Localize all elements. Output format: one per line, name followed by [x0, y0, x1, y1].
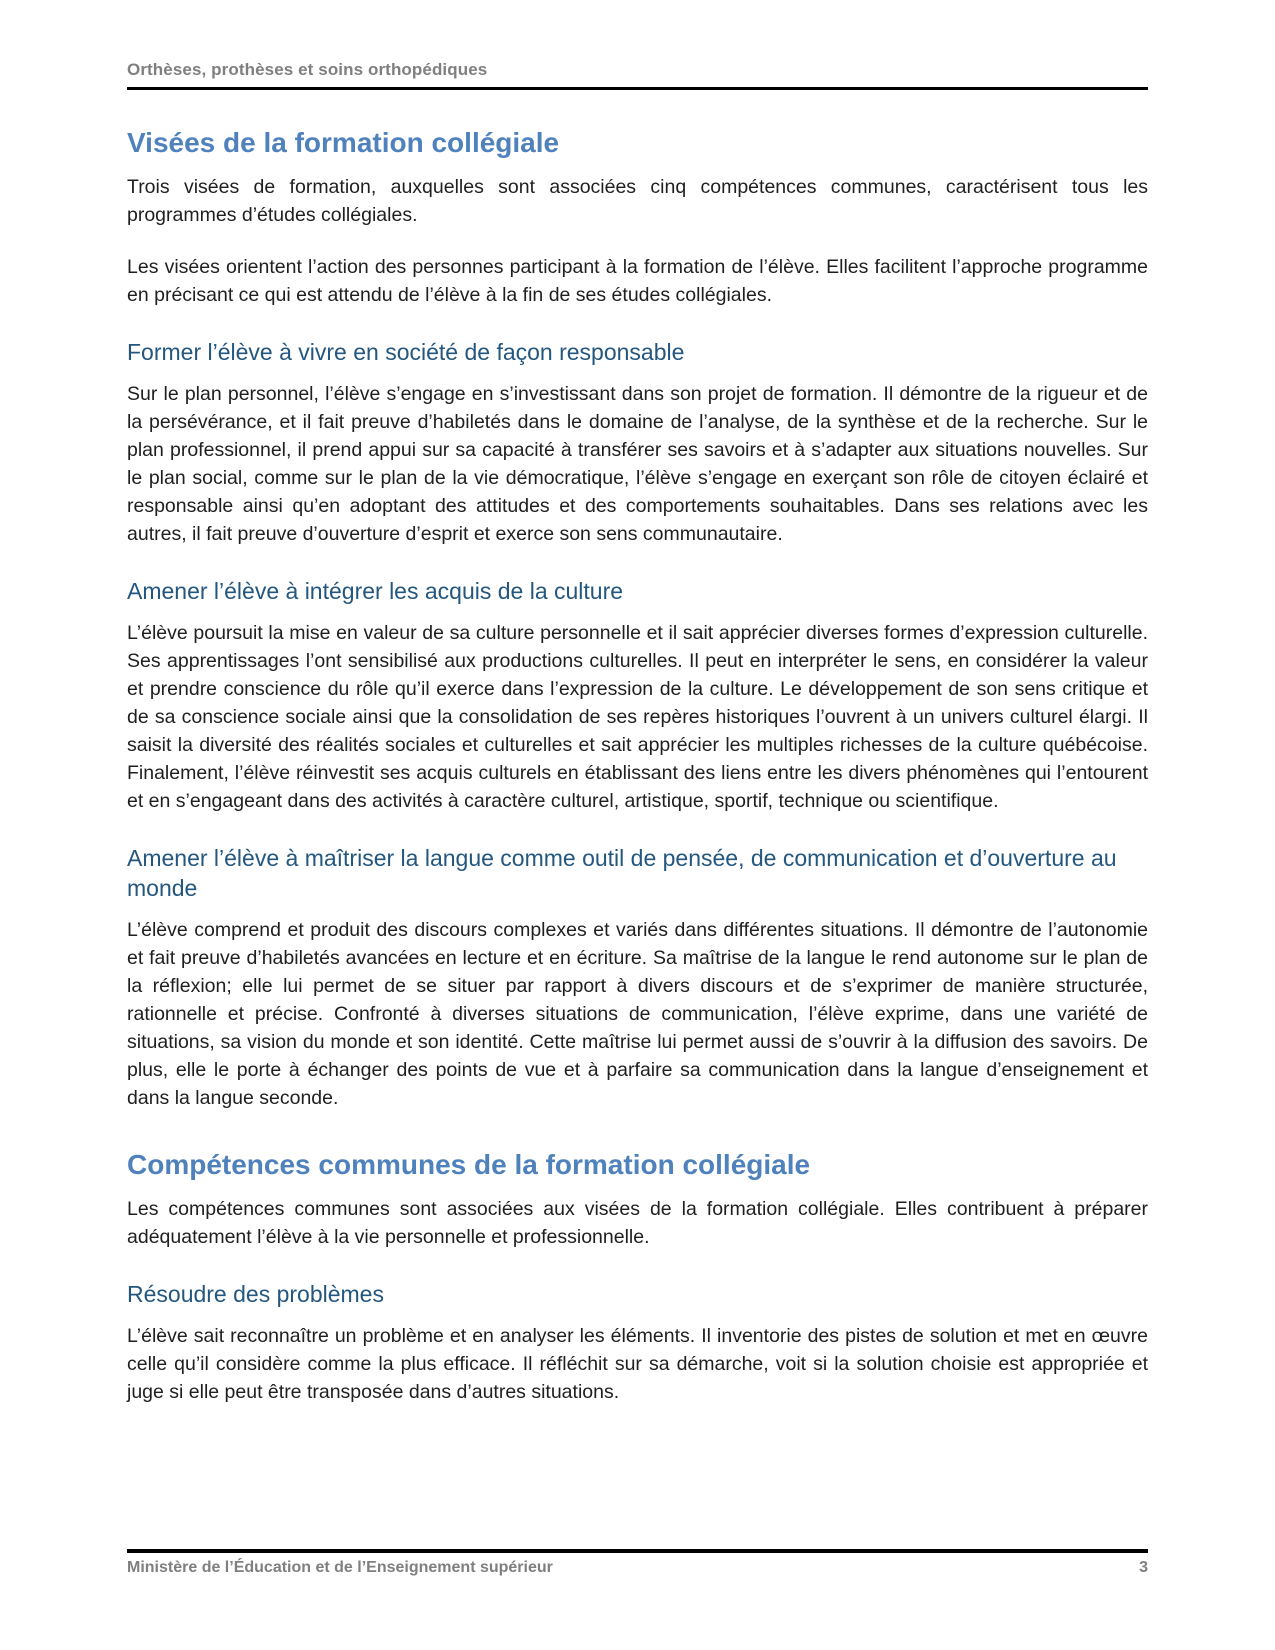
paragraph-eleve-reconnaitre-probleme: L’élève sait reconnaître un problème et en analyser les éléments. Il inventorie des pistes de solution et met en œuvre celle qu’il considère comme la plus efficace. Il réfléchit sur sa démarche, voit si la solution choisie est appropriée et juge si elle peut être transposée dans d’autres situations.: [127, 1325, 1148, 1403]
footer-page-number: 3: [1139, 1559, 1148, 1576]
paragraph-trois-visees: Trois visées de formation, auxquelles sont associées cinq compétences communes, caractérisent tous les programmes d’études collégiales.: [127, 176, 1148, 226]
paragraph-eleve-comprend-discours: L’élève comprend et produit des discours complexes et variés dans différentes situations. Il démontre de l’autonomie et fait preuve d’habiletés avancées en lecture et en écriture. Sa maîtrise de la langue le rend autonome sur le plan de la réflexion; elle lui permet de se situer par rapport à divers discours et de s’exprimer de manière structurée, rationnelle et précise. Confronté à diverses situations de communication, l’élève exprime, dans une variété de situations, sa vision du monde et son identité. Cette maîtrise lui permet aussi de s’ouvrir à la diffusion des savoirs. De plus, elle le porte à échanger des points de vue et à parfaire sa communication dans la langue d’enseignement et dans la langue seconde.: [127, 919, 1148, 1109]
subsection-title-resoudre-problemes: Résoudre des problèmes: [127, 1281, 384, 1307]
subsection-title-amener-maitriser-langue: Amener l’élève à maîtriser la langue comme outil de pensée, de communication et d’ouverture au monde: [127, 845, 1117, 901]
paragraph-eleve-poursuit-culture: L’élève poursuit la mise en valeur de sa culture personnelle et il sait apprécier diverses formes d’expression culturelle. Ses apprentissages l’ont sensibilisé aux productions culturelles. Il peut en interpréter le sens, en considérer la valeur et prendre conscience du rôle qu’il exerce dans l’expression de la culture. Le développement de son sens critique et de sa conscience sociale ainsi que la consolidation de ses repères historiques l’ouvrent à un univers culturel élargi. Il saisit la diversité des réalités sociales et culturelles et sait apprécier les multiples richesses de la culture québécoise. Finalement, l’élève réinvestit ses acquis culturels en établissant des liens entre les divers phénomènes qui l’entourent et en s’engageant dans des activités à caractère culturel, artistique, sportif, technique ou scientifique.: [127, 622, 1148, 812]
section-title-visees-formation: Visées de la formation collégiale: [127, 127, 560, 158]
subsection-title-amener-integrer-culture: Amener l’élève à intégrer les acquis de la culture: [127, 578, 624, 604]
paragraph-les-visees-orientent: Les visées orientent l’action des personnes participant à la formation de l’élève. Elles facilitent l’approche programme en précisant ce qui est attendu de l’élève à la fin de ses études collégiales.: [127, 256, 1148, 306]
paragraph-competences-associees: Les compétences communes sont associées aux visées de la formation collégiale. Elles contribuent à préparer adéquatement l’élève à la vie personnelle et professionnelle.: [127, 1198, 1148, 1248]
page-header: [127, 60, 1148, 90]
running-header-title: Orthèses, prothèses et soins orthopédiques: [127, 60, 488, 79]
page-footer: [127, 1549, 1148, 1577]
subsection-title-former-eleve-societe: Former l’élève à vivre en société de façon responsable: [127, 339, 685, 365]
footer-ministry-name: Ministère de l’Éducation et de l’Enseignement supérieur: [127, 1559, 553, 1576]
section-title-competences-communes: Compétences communes de la formation collégiale: [127, 1149, 811, 1180]
paragraph-sur-le-plan-personnel: Sur le plan personnel, l’élève s’engage en s’investissant dans son projet de formation. Il démontre de la rigueur et de la persévérance, et il fait preuve d’habiletés dans le domaine de l’analyse, de la synthèse et de la recherche. Sur le plan professionnel, il prend appui sur sa capacité à transférer ses savoirs et à s’adapter aux situations nouvelles. Sur le plan social, comme sur le plan de la vie démocratique, l’élève s’engage en exerçant son rôle de citoyen éclairé et responsable ainsi qu’en adoptant des attitudes et des comportements souhaitables. Dans ses relations avec les autres, il fait preuve d’ouverture d’esprit et exerce son sens communautaire.: [127, 383, 1148, 545]
